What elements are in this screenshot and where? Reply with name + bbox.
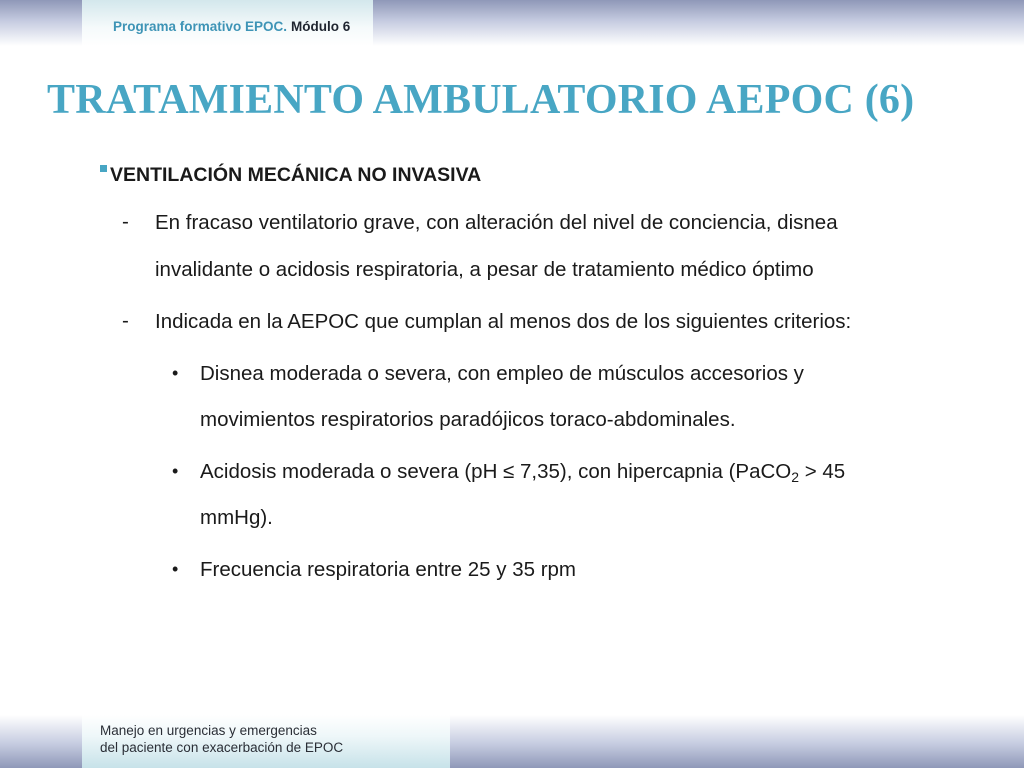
item2-line1: Indicada en la AEPOC que cumplan al menos dos de los siguientes criterios: <box>155 310 852 333</box>
item1-line1: En fracaso ventilatorio grave, con alteración del nivel de conciencia, disnea <box>155 211 838 234</box>
module-label: Módulo 6 <box>291 19 351 34</box>
criteria2-text-a: Acidosis moderada o severa (pH ≤ 7,35), con hipercapnia (PaCO <box>200 460 792 483</box>
dot-bullet-icon: • <box>172 363 179 383</box>
dot-bullet-icon: • <box>172 559 179 579</box>
criteria2-text-b: > 45 <box>799 460 846 483</box>
criteria2-subscript: 2 <box>791 469 800 485</box>
section-heading: VENTILACIÓN MECÁNICA NO INVASIVA <box>110 164 482 186</box>
footer-line1: Manejo en urgencias y emergencias <box>100 723 317 738</box>
criteria3-line1: Frecuencia respiratoria entre 25 y 35 rpm <box>200 558 577 581</box>
dash-bullet-icon: - <box>122 309 129 332</box>
dash-bullet-icon: - <box>122 210 129 233</box>
footer-line2: del paciente con exacerbación de EPOC <box>100 740 344 755</box>
square-bullet-icon <box>100 165 107 172</box>
slide-title: TRATAMIENTO AMBULATORIO AEPOC (6) <box>47 77 915 123</box>
item1-line2: invalidante o acidosis respiratoria, a pesar de tratamiento médico óptimo <box>155 258 814 281</box>
criteria2-line1 <box>200 448 845 495</box>
program-label: Programa formativo EPOC. <box>113 19 288 34</box>
criteria2-line2: mmHg). <box>200 506 273 529</box>
criteria1-line1: Disnea moderada o severa, con empleo de músculos accesorios y <box>200 362 804 385</box>
criteria1-line2: movimientos respiratorios paradójicos toraco-abdominales. <box>200 408 736 431</box>
header-label <box>113 19 350 34</box>
dot-bullet-icon: • <box>172 461 179 481</box>
